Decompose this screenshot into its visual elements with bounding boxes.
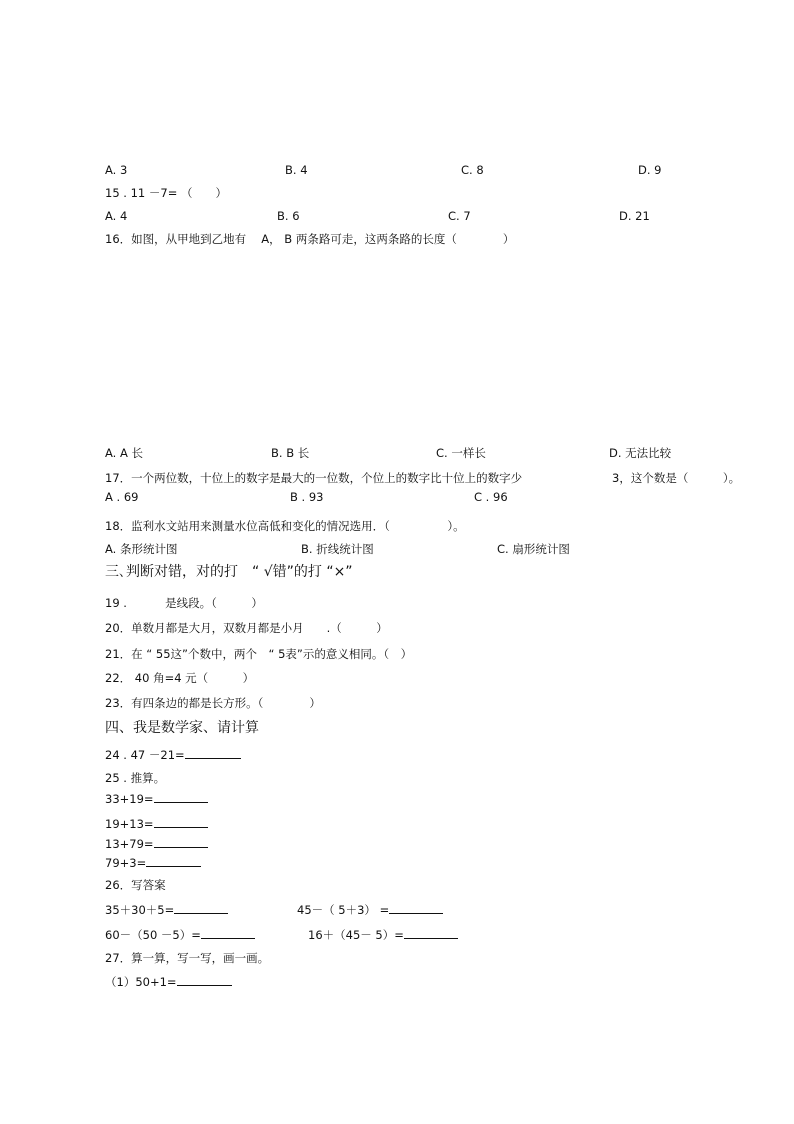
answer-blank[interactable] bbox=[177, 974, 232, 986]
q17-option-c: C . 96 bbox=[474, 490, 508, 504]
q25-row-2 bbox=[105, 816, 208, 832]
q16-option-a: A. A 长 bbox=[105, 446, 143, 460]
q21-stem: 21．在 “ 55这”个数中，两个 “ 5表”示的意义相同。（ ） bbox=[105, 647, 413, 661]
answer-blank[interactable] bbox=[389, 902, 443, 914]
answer-blank[interactable] bbox=[154, 836, 208, 848]
q25-row-4 bbox=[105, 855, 201, 871]
q26-expression: 60－（50 －5）= bbox=[105, 928, 201, 942]
q27-stem: 27．算一算，写一写，画一画。 bbox=[105, 951, 270, 965]
q20-stem: 20．单数月都是大月，双数月都是小月 .（ ） bbox=[105, 621, 388, 635]
q27-expression: （1）50+1= bbox=[105, 975, 177, 989]
q26-expression: 35＋30＋5= bbox=[105, 903, 175, 917]
q25-item: 19+13= bbox=[105, 817, 154, 831]
q15-option-b: B. 6 bbox=[277, 209, 300, 223]
q22-stem: 22． 40 角=4 元（ ） bbox=[105, 671, 255, 685]
q26-expression: 16＋（45－ 5）= bbox=[308, 928, 404, 942]
q17-option-b: B . 93 bbox=[290, 490, 324, 504]
q25-stem: 25 . 推算。 bbox=[105, 771, 166, 785]
q18-option-a: A. 条形统计图 bbox=[105, 542, 178, 556]
q24-stem: 24 . 47 －21= bbox=[105, 748, 185, 762]
q17-stem-end: 3，这个数是（ ）。 bbox=[612, 471, 741, 485]
answer-blank[interactable] bbox=[146, 855, 201, 867]
q14-option-b: B. 4 bbox=[285, 163, 308, 177]
q16-stem: 16．如图，从甲地到乙地有 A， B 两条路可走，这两条路的长度（ ） bbox=[105, 232, 515, 246]
q14-option-a: A. 3 bbox=[105, 163, 128, 177]
q25-row-1 bbox=[105, 791, 208, 807]
q16-option-b: B. B 长 bbox=[271, 446, 310, 460]
q17-stem: 17．一个两位数，十位上的数字是最大的一位数，个位上的数字比十位上的数字少 bbox=[105, 471, 523, 485]
q26-item-3 bbox=[105, 927, 255, 943]
answer-blank[interactable] bbox=[201, 927, 255, 939]
q26-item-2 bbox=[297, 902, 443, 918]
q26-item-1 bbox=[105, 902, 228, 918]
q19-stem: 19 . 是线段。（ ） bbox=[105, 596, 263, 610]
q17-option-a: A . 69 bbox=[105, 490, 139, 504]
q25-item: 79+3= bbox=[105, 856, 147, 870]
q25-item: 33+19= bbox=[105, 792, 154, 806]
answer-blank[interactable] bbox=[154, 791, 208, 803]
q14-option-d: D. 9 bbox=[638, 163, 662, 177]
answer-blank[interactable] bbox=[185, 747, 241, 759]
q25-item: 13+79= bbox=[105, 837, 154, 851]
q26-expression: 45－（ 5＋3） = bbox=[297, 903, 390, 917]
section-3-title: 三､判断对错，对的打 “ √错”的打 “×” bbox=[105, 564, 353, 580]
q15-option-d: D. 21 bbox=[619, 209, 650, 223]
q18-option-b: B. 折线统计图 bbox=[301, 542, 374, 556]
q18-stem: 18．监利水文站用来测量水位高低和变化的情况选用．（ ）。 bbox=[105, 519, 465, 533]
answer-blank[interactable] bbox=[404, 927, 458, 939]
q15-stem: 15 . 11 －7= （ ） bbox=[105, 186, 227, 200]
q25-row-3 bbox=[105, 836, 208, 852]
answer-blank[interactable] bbox=[154, 816, 208, 828]
q15-option-c: C. 7 bbox=[448, 209, 471, 223]
q24-row bbox=[105, 747, 241, 763]
q23-stem: 23．有四条边的都是长方形。（ ） bbox=[105, 696, 321, 710]
q26-stem: 26．写答案 bbox=[105, 878, 166, 892]
q18-option-c: C. 扇形统计图 bbox=[497, 542, 570, 556]
section-4-title: 四、我是数学家、请计算 bbox=[105, 720, 259, 736]
q16-option-d: D. 无法比较 bbox=[609, 446, 672, 460]
q26-item-4 bbox=[308, 927, 458, 943]
q16-option-c: C. 一样长 bbox=[436, 446, 486, 460]
answer-blank[interactable] bbox=[174, 902, 228, 914]
q27-item-1 bbox=[105, 974, 232, 990]
q15-option-a: A. 4 bbox=[105, 209, 128, 223]
q14-option-c: C. 8 bbox=[461, 163, 484, 177]
